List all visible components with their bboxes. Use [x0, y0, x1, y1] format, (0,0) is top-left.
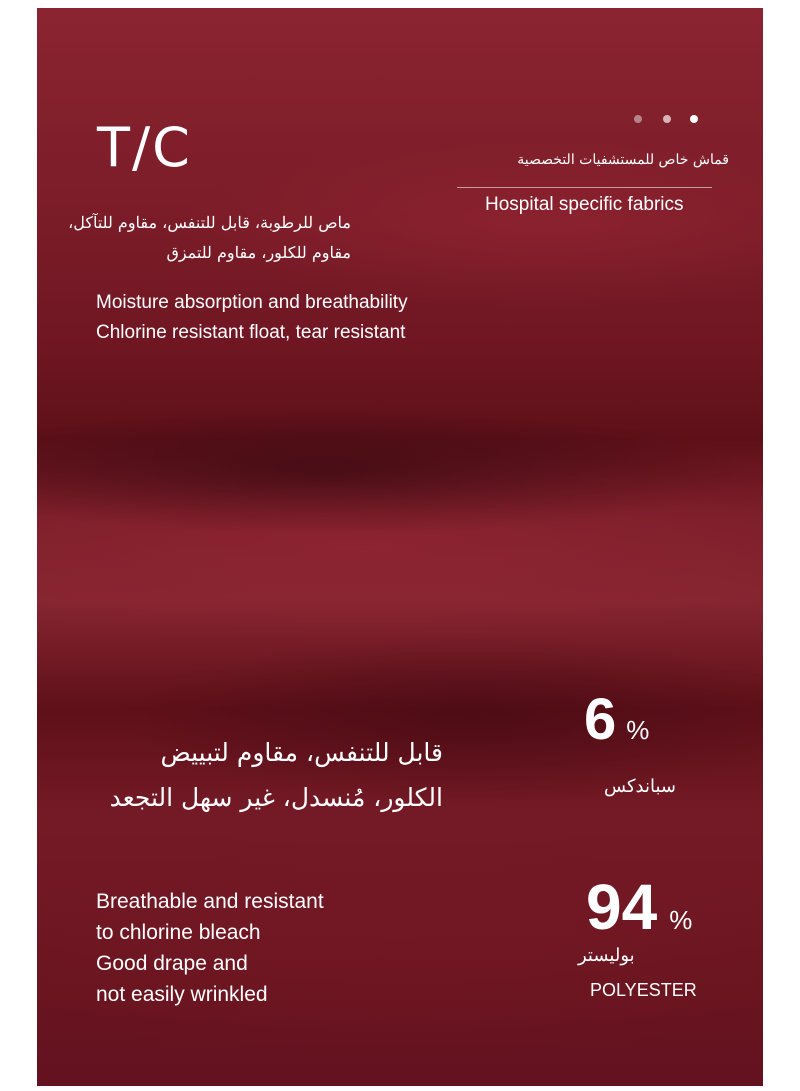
- feature-two-line: to chlorine bleach: [96, 921, 261, 944]
- feature-two-arabic: قابل للتنفس، مقاوم لتبييض الكلور، مُنسدل، غير سهل التجعد: [109, 738, 443, 812]
- feature-two-line: Good drape and: [96, 952, 248, 975]
- subtitle-divider: [457, 187, 712, 188]
- spandex-value: 6: [584, 687, 617, 752]
- subtitle-arabic: قماش خاص للمستشفيات التخصصية: [517, 152, 729, 168]
- slide-indicator: [634, 115, 704, 127]
- feature-two-line: not easily wrinkled: [96, 983, 268, 1006]
- feature-two-line: Breathable and resistant: [96, 890, 324, 913]
- feature-one-arabic: ماص للرطوبة، قابل للتنفس، مقاوم للتآكل، مقاوم للكلور، مقاوم للتمزق: [68, 213, 351, 262]
- feature-two-english: [96, 886, 324, 1010]
- polyester-value: 94: [586, 871, 658, 943]
- polyester-percentage: [586, 870, 692, 944]
- polyester-unit: %: [669, 905, 693, 935]
- feature-one-english: [96, 288, 408, 348]
- polyester-label-english: POLYESTER: [590, 980, 697, 1000]
- indicator-dot-3[interactable]: [690, 115, 698, 123]
- polyester-label-arabic: بوليستر: [578, 945, 635, 966]
- spandex-label-arabic: سباندكس: [604, 776, 676, 797]
- spandex-percentage: [584, 686, 649, 753]
- fabric-type-title: T/C: [97, 116, 192, 179]
- spandex-unit: %: [626, 715, 650, 745]
- indicator-dot-1[interactable]: [634, 115, 642, 123]
- fabric-background: [37, 8, 763, 1086]
- indicator-dot-2[interactable]: [663, 115, 671, 123]
- feature-one-line: Moisture absorption and breathability: [96, 292, 408, 313]
- feature-one-line: Chlorine resistant float, tear resistant: [96, 322, 406, 343]
- subtitle-english: Hospital specific fabrics: [485, 194, 684, 215]
